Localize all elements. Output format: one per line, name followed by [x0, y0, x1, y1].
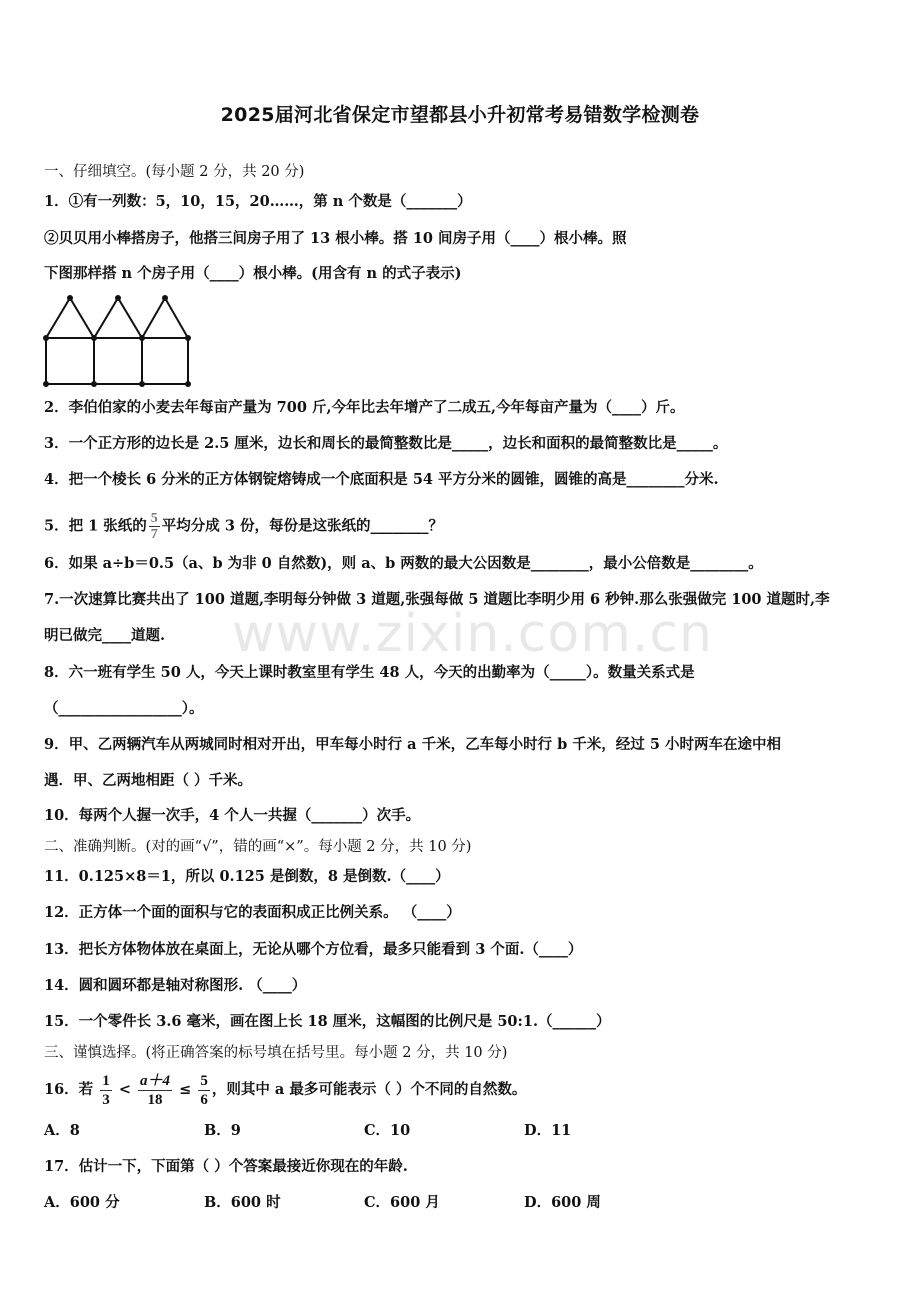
section-3-header: 三、谨慎选择。(将正确答案的标号填在括号里。每小题 2 分，共 10 分)	[44, 1045, 508, 1061]
question-11: 11．0.125×8＝1，所以 0.125 是倒数，8 是倒数.（____）	[44, 868, 450, 885]
question-16	[44, 1070, 880, 1110]
fraction-a-plus-4-denominator: 18	[147, 1091, 163, 1108]
question-1a: 1．①有一列数：5，10，15，20……，第 n 个数是（_______）	[44, 193, 472, 210]
question-5-fraction	[149, 511, 160, 542]
question-3: 3．一个正方形的边长是 2.5 厘米，边长和周长的最简整数比是_____，边长和面积的最简整数比是_____。	[44, 435, 728, 452]
less-equal-sign: ≤	[179, 1081, 192, 1098]
section-1-header: 一、仔细填空。(每小题 2 分，共 20 分)	[44, 164, 305, 180]
question-5	[44, 511, 880, 542]
question-17: 17．估计一下，下面第（ ）个答案最接近你现在的年龄.	[44, 1158, 408, 1175]
fraction-one-third-numerator: 1	[102, 1072, 110, 1089]
question-9b: 遇．甲、乙两地相距（ ）千米。	[44, 772, 253, 789]
question-1c: 下图那样搭 n 个房子用（____）根小棒。(用含有 n 的式子表示)	[44, 265, 462, 282]
option-d: D．600 周	[524, 1194, 601, 1211]
question-7b: 明已做完____道题.	[44, 627, 166, 644]
question-16-prefix: 16．若	[44, 1081, 94, 1098]
question-6: 6．如果 a÷b＝0.5（a、b 为非 0 自然数)，则 a、b 两数的最大公因数是________，最小公倍数是________。	[44, 555, 763, 572]
fraction-five-sixths-denominator: 6	[200, 1091, 208, 1108]
question-8b: （_________________）。	[44, 700, 204, 717]
fraction-five-sixths-numerator: 5	[200, 1072, 208, 1089]
option-c: C．600 月	[364, 1194, 440, 1211]
question-8a: 8．六一班有学生 50 人，今天上课时教室里有学生 48 人，今天的出勤率为（_____）。数量关系式是	[44, 664, 695, 681]
watermark: www.zixin.com.cn	[232, 604, 713, 664]
option-a: A．8	[44, 1122, 80, 1139]
option-d: D．11	[524, 1122, 572, 1139]
question-1b: ②贝贝用小棒搭房子，他搭三间房子用了 13 根小棒。搭 10 间房子用（____）根小棒。照	[44, 230, 627, 247]
page-title: 2025届河北省保定市望都县小升初常考易错数学检测卷	[220, 104, 700, 126]
question-14: 14．圆和圆环都是轴对称图形. （____）	[44, 977, 307, 994]
question-5-fraction-denominator: 7	[150, 527, 158, 542]
option-b: B．9	[204, 1122, 241, 1139]
stick-houses-figure	[40, 290, 196, 390]
fraction-one-third	[100, 1072, 112, 1109]
fraction-one-third-denominator: 3	[102, 1091, 110, 1108]
question-5-prefix: 5．把 1 张纸的	[44, 517, 147, 535]
less-than-sign: <	[118, 1081, 131, 1098]
question-4: 4．把一个棱长 6 分米的正方体钢锭熔铸成一个底面积是 54 平方分米的圆锥，圆锥的高是________分米.	[44, 471, 719, 488]
question-5-suffix: 平均分成 3 份，每份是这张纸的________？	[161, 517, 443, 535]
fraction-a-plus-4-numerator: a＋4	[140, 1072, 171, 1089]
question-10: 10．每两个人握一次手，4 个人一共握（_______）次手。	[44, 807, 421, 824]
question-15: 15．一个零件长 3.6 毫米，画在图上长 18 厘米，这幅图的比例尺是 50:1.（______）	[44, 1013, 611, 1030]
fraction-a-plus-4-over-18	[138, 1072, 172, 1109]
question-7a: 7.一次速算比赛共出了 100 道题,李明每分钟做 3 道题,张强每做 5 道题比李明少用 6 秒钟.那么张强做完 100 道题时,李	[44, 591, 830, 608]
fraction-five-sixths	[198, 1072, 210, 1109]
section-2-header: 二、准确判断。(对的画“√”，错的画“×”。每小题 2 分，共 10 分)	[44, 839, 472, 855]
question-12: 12．正方体一个面的面积与它的表面积成正比例关系。 （____）	[44, 904, 461, 921]
option-b: B．600 时	[204, 1194, 281, 1211]
option-a: A．600 分	[44, 1194, 120, 1211]
question-2: 2．李伯伯家的小麦去年每亩产量为 700 斤,今年比去年增产了二成五,今年每亩产量为（____）斤。	[44, 399, 685, 416]
question-13: 13．把长方体物体放在桌面上，无论从哪个方位看，最多只能看到 3 个面.（____）	[44, 941, 583, 958]
option-c: C．10	[364, 1122, 411, 1139]
question-16-suffix: ，则其中 a 最多可能表示（ ）个不同的自然数。	[211, 1081, 527, 1098]
question-5-fraction-numerator: 5	[150, 511, 158, 526]
question-9a: 9．甲、乙两辆汽车从两城同时相对开出，甲车每小时行 a 千米，乙车每小时行 b 千米，经过 5 小时两车在途中相	[44, 736, 781, 753]
